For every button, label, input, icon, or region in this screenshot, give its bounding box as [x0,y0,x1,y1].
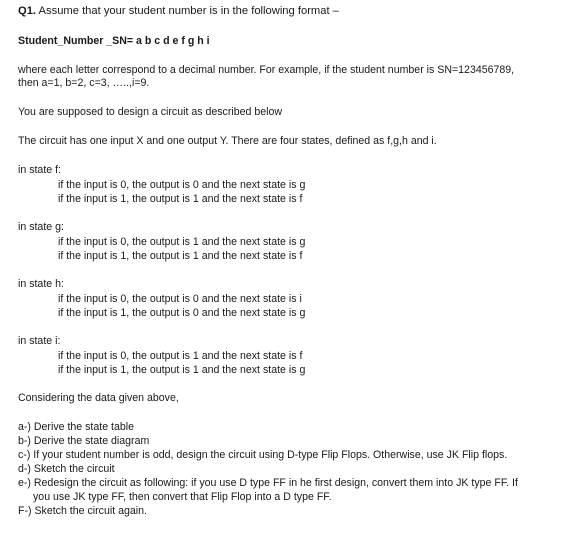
state-f-rule-0: if the input is 0, the output is 0 and the next state is g [58,179,306,191]
task-item: b-) Derive the state diagram [18,435,150,447]
circuit-description: The circuit has one input X and one output Y. There are four states, defined as f,g,h and i. [18,135,437,147]
task-item: F-) Sketch the circuit again. [18,505,147,517]
state-h-rule-1: if the input is 1, the output is 0 and the next state is g [58,307,306,319]
state-i-rule-1: if the input is 1, the output is 1 and the next state is g [58,364,306,376]
explanation-line-1: where each letter correspond to a decimal number. For example, if the student number is SN=123456789, [18,64,515,76]
state-g-heading: in state g: [18,221,64,233]
design-intro: You are supposed to design a circuit as described below [18,106,283,118]
state-h-heading: in state h: [18,278,64,290]
task-item: d-) Sketch the circuit [18,463,115,475]
state-f-heading: in state f: [18,164,61,176]
task-item: e-) Redesign the circuit as following: if you use D type FF in he first design, convert them into JK type FF. If [18,477,518,489]
state-g-rule-1: if the input is 1, the output is 1 and the next state is f [58,250,303,262]
tasks-intro: Considering the data given above, [18,392,179,404]
question-number: Q1. [18,5,37,17]
task-item: c-) If your student number is odd, design the circuit using D-type Flip Flops. Otherwise, use JK Flip flops. [18,449,508,461]
state-i-rule-0: if the input is 0, the output is 1 and the next state is f [58,350,303,362]
state-i-heading: in state i: [18,335,61,347]
task-item: a-) Derive the state table [18,421,134,433]
task-item-continuation: you use JK type FF, then convert that Flip Flop into a D type FF. [33,491,332,503]
student-number-format: Student_Number _SN= a b c d e f g h i [18,35,210,47]
question-header [18,5,339,18]
question-prompt: Assume that your student number is in the following format – [38,5,339,17]
state-f-rule-1: if the input is 1, the output is 1 and the next state is f [58,193,303,205]
state-g-rule-0: if the input is 0, the output is 1 and the next state is g [58,236,306,248]
explanation-line-2: then a=1, b=2, c=3, …..,i=9. [18,77,150,89]
state-h-rule-0: if the input is 0, the output is 0 and the next state is i [58,293,302,305]
